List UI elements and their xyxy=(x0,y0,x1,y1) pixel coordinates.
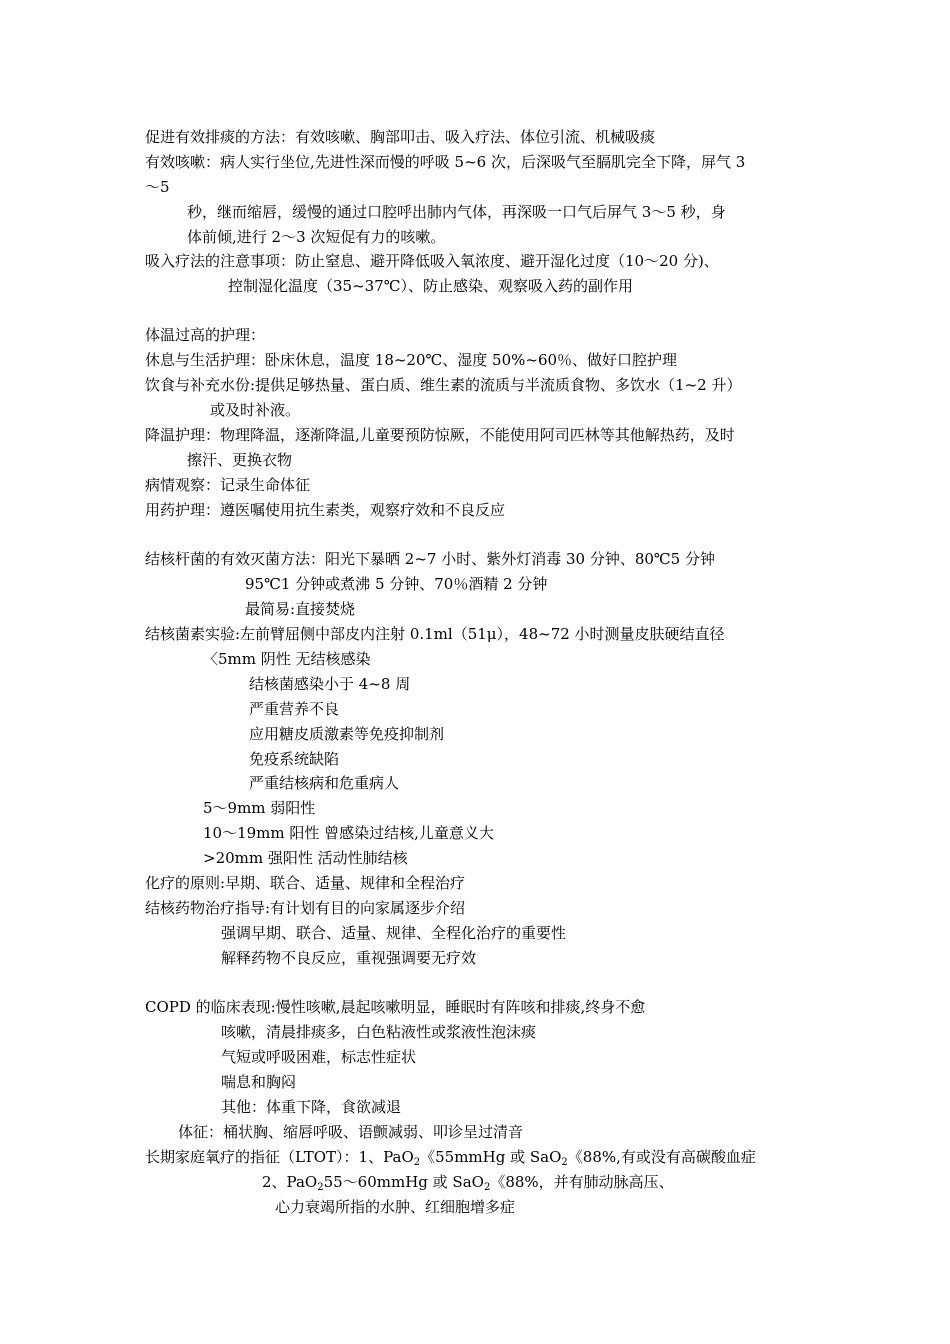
text-line: 促进有效排痰的方法：有效咳嗽、胸部叩击、吸入疗法、体位引流、机械吸痰 xyxy=(145,128,656,146)
text-line: 10～19mm 阳性 曾感染过结核,儿童意义大 xyxy=(203,824,494,842)
text-line: 严重结核病和危重病人 xyxy=(249,774,400,792)
text-line: 结核菌感染小于 4~8 周 xyxy=(249,675,411,693)
text-line: 病情观察：记录生命体征 xyxy=(145,476,311,494)
text-segment: 55～60mmHg 或 SaO xyxy=(323,1173,484,1191)
text-line: 严重营养不良 xyxy=(249,700,340,718)
text-line: 95℃1 分钟或煮沸 5 分钟、70％酒精 2 分钟 xyxy=(245,575,548,593)
text-line: 结核药物治疗指导:有计划有目的向家属逐步介绍 xyxy=(145,899,466,917)
text-line: 擦汗、更换衣物 xyxy=(187,451,293,469)
subscript: 2 xyxy=(317,1182,324,1193)
text-line: 吸入疗法的注意事项：防止窒息、避开降低吸入氧浓度、避开湿化过度（10～20 分)、 xyxy=(145,252,719,270)
text-line: 咳嗽，清晨排痰多，白色粘液性或浆液性泡沫痰 xyxy=(221,1023,537,1041)
text-segment: 《88%,有或没有高碳酸血症 xyxy=(567,1148,756,1166)
text-line: 其他：体重下降，食欲减退 xyxy=(221,1098,402,1116)
text-line: 体前倾,进行 2～3 次短促有力的咳嗽。 xyxy=(187,228,446,246)
text-segment: 《88%，并有肺动脉高压、 xyxy=(490,1173,674,1191)
text-line: 最简易:直接焚烧 xyxy=(245,600,356,618)
text-line xyxy=(262,1172,674,1192)
text-line: 结核菌素实验:左前臂屈侧中部皮内注射 0.1ml（51μ），48~72 小时测量皮肤硬结直径 xyxy=(145,625,725,643)
text-line: 秒，继而缩唇，缓慢的通过口腔呼出肺内气体，再深吸一口气后屏气 3～5 秒，身 xyxy=(187,203,726,221)
subscript: 2 xyxy=(561,1157,568,1168)
text-line: 用药护理：遵医嘱使用抗生素类，观察疗效和不良反应 xyxy=(145,501,506,519)
text-line: >20mm 强阳性 活动性肺结核 xyxy=(203,849,408,867)
text-segment: 2、PaO xyxy=(262,1173,318,1191)
text-line: 〈5mm 阴性 无结核感染 xyxy=(203,650,371,668)
text-line: 心力衰竭所指的水肿、红细胞增多症 xyxy=(275,1198,516,1216)
text-line: 降温护理：物理降温，逐渐降温,儿童要预防惊厥，不能使用阿司匹林等其他解热药，及时 xyxy=(145,426,735,444)
text-line: 解释药物不良反应，重视强调要无疗效 xyxy=(221,949,477,967)
text-line xyxy=(145,1147,756,1167)
text-line: 气短或呼吸困难，标志性症状 xyxy=(221,1048,417,1066)
text-line: 喘息和胸闷 xyxy=(221,1073,297,1091)
text-line: 免疫系统缺陷 xyxy=(249,750,340,768)
text-line: 控制湿化温度（35~37℃）、防止感染、观察吸入药的副作用 xyxy=(228,277,634,295)
text-line: 结核杆菌的有效灭菌方法：阳光下暴晒 2~7 小时、紫外灯消毒 30 分钟、80℃5 分钟 xyxy=(145,550,715,568)
text-line: COPD 的临床表现:慢性咳嗽,晨起咳嗽明显，睡眠时有阵咳和排痰,终身不愈 xyxy=(145,998,646,1016)
text-line: 休息与生活护理：卧床休息，温度 18~20℃、湿度 50%~60％、做好口腔护理 xyxy=(145,351,678,369)
text-segment: 长期家庭氧疗的指征（LTOT）：1、PaO xyxy=(145,1148,414,1166)
subscript: 2 xyxy=(413,1157,421,1168)
text-line: 化疗的原则:早期、联合、适量、规律和全程治疗 xyxy=(145,874,466,892)
text-line: 应用糖皮质激素等免疫抑制剂 xyxy=(249,725,445,743)
text-line: 或及时补液。 xyxy=(210,401,301,419)
text-line: 体征：桶状胸、缩唇呼吸、语颤减弱、叩诊呈过清音 xyxy=(178,1123,524,1141)
text-line: 强调早期、联合、适量、规律、全程化治疗的重要性 xyxy=(221,924,567,942)
text-segment: 《55mmHg 或 SaO xyxy=(420,1148,562,1166)
subscript: 2 xyxy=(483,1182,491,1193)
text-line: 饮食与补充水份:提供足够热量、蛋白质、维生素的流质与半流质食物、多饮水（1~2 升） xyxy=(145,376,742,394)
section-heading: 体温过高的护理： xyxy=(145,326,266,344)
text-line: ～5 xyxy=(145,178,170,196)
text-line: 5～9mm 弱阳性 xyxy=(203,799,316,817)
text-line: 有效咳嗽：病人实行坐位,先进性深而慢的呼吸 5~6 次，后深吸气至膈肌完全下降，屏气 3 xyxy=(145,153,746,171)
